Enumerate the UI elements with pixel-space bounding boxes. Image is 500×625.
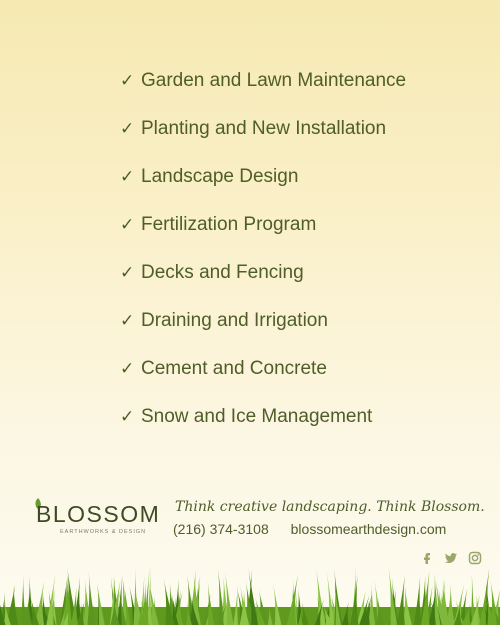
checkmark-icon: ✓ xyxy=(120,263,135,282)
checkmark-icon: ✓ xyxy=(120,167,135,186)
service-item xyxy=(120,68,406,116)
service-item xyxy=(120,308,406,356)
website-link[interactable]: blossomearthdesign.com xyxy=(290,521,447,537)
contact-info xyxy=(173,521,446,537)
checkmark-icon: ✓ xyxy=(120,359,135,378)
service-item xyxy=(120,260,406,308)
service-label: Snow and Ice Management xyxy=(141,406,373,427)
checkmark-icon: ✓ xyxy=(120,71,135,90)
checkmark-icon: ✓ xyxy=(120,311,135,330)
service-label: Garden and Lawn Maintenance xyxy=(141,70,407,91)
service-item xyxy=(120,164,406,212)
service-item xyxy=(120,212,406,260)
service-label: Fertilization Program xyxy=(141,214,317,235)
checkmark-icon: ✓ xyxy=(120,215,135,234)
service-item xyxy=(120,116,406,164)
service-label: Landscape Design xyxy=(141,166,299,187)
service-label: Decks and Fencing xyxy=(141,262,304,283)
brand-name: BLOSSOM xyxy=(36,501,161,527)
brand-subtitle: EARTHWORKS & DESIGN xyxy=(60,529,147,535)
tagline: Think creative landscaping. Think Blossom. xyxy=(175,499,485,515)
service-label: Cement and Concrete xyxy=(141,358,327,379)
grass-border xyxy=(0,563,500,625)
service-item xyxy=(120,404,406,452)
service-label: Draining and Irrigation xyxy=(141,310,328,331)
checkmark-icon: ✓ xyxy=(120,119,135,138)
grass-blade xyxy=(446,584,455,625)
phone-number[interactable]: (216) 374-3108 xyxy=(173,521,269,537)
services-list xyxy=(120,68,406,452)
checkmark-icon: ✓ xyxy=(120,407,135,426)
service-label: Planting and New Installation xyxy=(141,118,387,139)
service-item xyxy=(120,356,406,404)
grass-blade xyxy=(21,575,26,625)
